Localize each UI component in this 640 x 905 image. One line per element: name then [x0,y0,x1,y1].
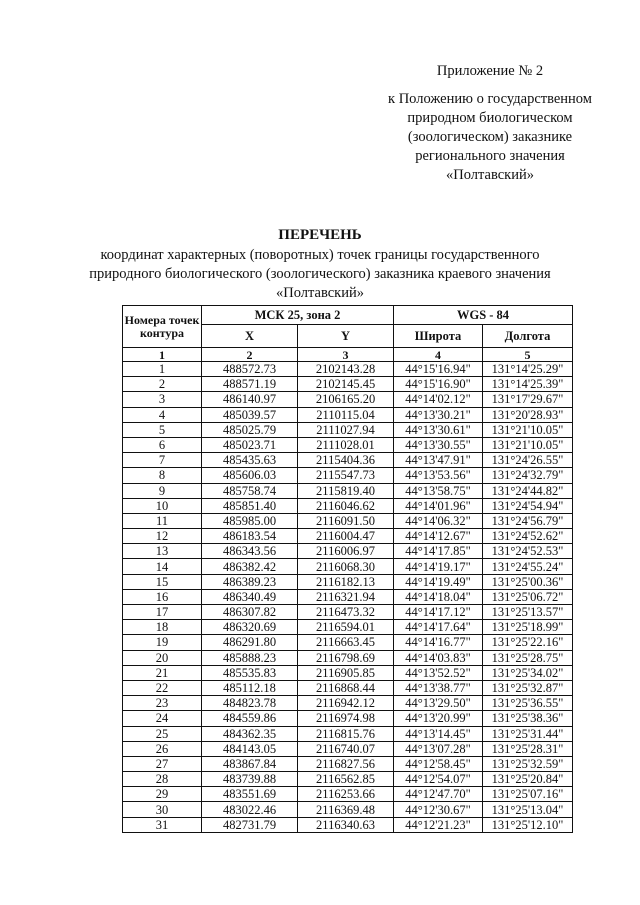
cell-point-number: 9 [123,483,202,498]
document-title: ПЕРЕЧЕНЬ [278,227,362,243]
column-index: 2 [202,348,298,362]
cell-x: 485025.79 [202,422,298,437]
cell-y: 2111027.94 [298,422,394,437]
cell-point-number: 3 [123,392,202,407]
cell-point-number: 28 [123,772,202,787]
header-wgs: WGS - 84 [394,306,573,325]
appendix-block [360,62,620,185]
cell-y: 2116942.12 [298,696,394,711]
cell-point-number: 30 [123,802,202,817]
cell-point-number: 5 [123,422,202,437]
cell-point-number: 10 [123,498,202,513]
cell-longitude: 131°25'18.99" [483,620,573,635]
cell-y: 2116905.85 [298,665,394,680]
table-row [123,513,573,528]
cell-longitude: 131°25'36.55" [483,696,573,711]
cell-point-number: 7 [123,453,202,468]
cell-point-number: 23 [123,696,202,711]
cell-point-number: 17 [123,605,202,620]
cell-latitude: 44°14'19.49" [394,574,483,589]
cell-point-number: 1 [123,362,202,377]
cell-longitude: 131°25'28.75" [483,650,573,665]
cell-y: 2116663.45 [298,635,394,650]
cell-latitude: 44°12'47.70" [394,787,483,802]
cell-y: 2116182.13 [298,574,394,589]
header-longitude: Долгота [483,325,573,348]
cell-x: 486382.42 [202,559,298,574]
cell-latitude: 44°15'16.94" [394,362,483,377]
cell-longitude: 131°24'44.82" [483,483,573,498]
cell-latitude: 44°13'20.99" [394,711,483,726]
cell-longitude: 131°25'20.84" [483,772,573,787]
cell-longitude: 131°25'38.36" [483,711,573,726]
cell-x: 483022.46 [202,802,298,817]
cell-latitude: 44°12'30.67" [394,802,483,817]
cell-y: 2116006.97 [298,544,394,559]
cell-latitude: 44°13'29.50" [394,696,483,711]
cell-x: 484823.78 [202,696,298,711]
header-point-number: Номера точек контура [123,306,202,348]
cell-point-number: 27 [123,756,202,771]
cell-y: 2110115.04 [298,407,394,422]
cell-point-number: 12 [123,529,202,544]
cell-point-number: 26 [123,741,202,756]
cell-y: 2116321.94 [298,589,394,604]
table-row [123,620,573,635]
table-row [123,392,573,407]
cell-point-number: 16 [123,589,202,604]
cell-x: 486320.69 [202,620,298,635]
cell-x: 485888.23 [202,650,298,665]
cell-latitude: 44°14'17.12" [394,605,483,620]
cell-point-number: 4 [123,407,202,422]
table-row [123,407,573,422]
cell-longitude: 131°25'07.16" [483,787,573,802]
cell-y: 2116562.85 [298,772,394,787]
table-row [123,483,573,498]
appendix-line: природном биологическом [407,110,573,126]
document-heading [60,226,580,303]
cell-point-number: 15 [123,574,202,589]
cell-y: 2116798.69 [298,650,394,665]
header-msk: МСК 25, зона 2 [202,306,394,325]
cell-point-number: 31 [123,817,202,832]
cell-x: 486340.49 [202,589,298,604]
cell-longitude: 131°24'52.53" [483,544,573,559]
cell-latitude: 44°12'54.07" [394,772,483,787]
table-row [123,498,573,513]
cell-point-number: 29 [123,787,202,802]
cell-latitude: 44°13'47.91" [394,453,483,468]
cell-latitude: 44°14'03.83" [394,650,483,665]
cell-x: 485023.71 [202,437,298,452]
table-row [123,437,573,452]
table-body [123,362,573,833]
table-row [123,696,573,711]
table-row [123,665,573,680]
table-row [123,787,573,802]
cell-x: 488572.73 [202,362,298,377]
cell-x: 486291.80 [202,635,298,650]
cell-longitude: 131°17'29.67" [483,392,573,407]
cell-y: 2111028.01 [298,437,394,452]
column-index: 3 [298,348,394,362]
table-row [123,772,573,787]
cell-longitude: 131°25'28.31" [483,741,573,756]
cell-longitude: 131°21'10.05" [483,422,573,437]
cell-y: 2102145.45 [298,377,394,392]
header-latitude: Широта [394,325,483,348]
cell-point-number: 25 [123,726,202,741]
cell-latitude: 44°13'30.21" [394,407,483,422]
cell-x: 483739.88 [202,772,298,787]
appendix-line: (зоологическом) заказнике [407,129,573,145]
cell-longitude: 131°20'28.93" [483,407,573,422]
cell-y: 2102143.28 [298,362,394,377]
cell-longitude: 131°24'54.94" [483,498,573,513]
cell-x: 485851.40 [202,498,298,513]
cell-longitude: 131°14'25.39" [483,377,573,392]
cell-y: 2115547.73 [298,468,394,483]
cell-longitude: 131°25'32.87" [483,680,573,695]
cell-y: 2116068.30 [298,559,394,574]
cell-latitude: 44°14'16.77" [394,635,483,650]
cell-point-number: 6 [123,437,202,452]
cell-latitude: 44°14'18.04" [394,589,483,604]
cell-y: 2116253.66 [298,787,394,802]
cell-latitude: 44°15'16.90" [394,377,483,392]
cell-y: 2115819.40 [298,483,394,498]
cell-x: 486307.82 [202,605,298,620]
table-row [123,453,573,468]
appendix-title: Приложение № 2 [436,63,544,79]
cell-latitude: 44°12'58.45" [394,756,483,771]
cell-longitude: 131°24'26.55" [483,453,573,468]
table-row [123,650,573,665]
cell-longitude: 131°25'12.10" [483,817,573,832]
cell-x: 485535.83 [202,665,298,680]
cell-y: 2116594.01 [298,620,394,635]
cell-point-number: 13 [123,544,202,559]
cell-longitude: 131°21'10.05" [483,437,573,452]
cell-y: 2116974.98 [298,711,394,726]
cell-latitude: 44°13'30.55" [394,437,483,452]
cell-latitude: 44°13'52.52" [394,665,483,680]
table-row [123,529,573,544]
cell-y: 2116004.47 [298,529,394,544]
table-row [123,589,573,604]
cell-latitude: 44°13'07.28" [394,741,483,756]
header-x: X [202,325,298,348]
cell-longitude: 131°25'06.72" [483,589,573,604]
cell-x: 484143.05 [202,741,298,756]
cell-latitude: 44°14'12.67" [394,529,483,544]
heading-line: координат характерных (поворотных) точек границы государственного [100,247,540,263]
column-index: 4 [394,348,483,362]
table-row [123,377,573,392]
heading-line: «Полтавский» [276,285,364,301]
cell-x: 485985.00 [202,513,298,528]
cell-y: 2115404.36 [298,453,394,468]
cell-x: 486140.97 [202,392,298,407]
cell-latitude: 44°13'58.75" [394,483,483,498]
cell-x: 486183.54 [202,529,298,544]
cell-x: 483867.84 [202,756,298,771]
cell-latitude: 44°13'14.45" [394,726,483,741]
cell-latitude: 44°14'17.64" [394,620,483,635]
cell-longitude: 131°25'34.02" [483,665,573,680]
cell-latitude: 44°14'02.12" [394,392,483,407]
table-row [123,711,573,726]
table-row [123,817,573,832]
cell-point-number: 22 [123,680,202,695]
cell-point-number: 19 [123,635,202,650]
table-row [123,635,573,650]
table-row [123,574,573,589]
cell-point-number: 21 [123,665,202,680]
cell-x: 483551.69 [202,787,298,802]
cell-x: 486343.56 [202,544,298,559]
cell-point-number: 14 [123,559,202,574]
cell-latitude: 44°14'06.32" [394,513,483,528]
cell-latitude: 44°14'01.96" [394,498,483,513]
cell-y: 2116046.62 [298,498,394,513]
cell-point-number: 20 [123,650,202,665]
header-y: Y [298,325,394,348]
column-index: 5 [483,348,573,362]
cell-longitude: 131°25'13.57" [483,605,573,620]
cell-longitude: 131°24'52.62" [483,529,573,544]
table-row [123,726,573,741]
cell-point-number: 11 [123,513,202,528]
cell-longitude: 131°25'13.04" [483,802,573,817]
cell-x: 485039.57 [202,407,298,422]
table-row [123,559,573,574]
cell-x: 485435.63 [202,453,298,468]
cell-latitude: 44°13'38.77" [394,680,483,695]
cell-longitude: 131°14'25.29" [483,362,573,377]
table-row [123,605,573,620]
cell-x: 486389.23 [202,574,298,589]
table-row [123,802,573,817]
cell-point-number: 8 [123,468,202,483]
appendix-line: регионального значения [415,148,565,164]
cell-x: 482731.79 [202,817,298,832]
cell-longitude: 131°25'00.36" [483,574,573,589]
table-row [123,680,573,695]
cell-point-number: 2 [123,377,202,392]
cell-x: 485758.74 [202,483,298,498]
table-row [123,422,573,437]
heading-line: природного биологического (зоологического) заказника краевого значения [89,266,551,282]
column-index: 1 [123,348,202,362]
cell-latitude: 44°13'53.56" [394,468,483,483]
cell-latitude: 44°13'30.61" [394,422,483,437]
cell-longitude: 131°24'56.79" [483,513,573,528]
appendix-line: «Полтавский» [446,167,534,183]
cell-y: 2116815.76 [298,726,394,741]
cell-longitude: 131°25'32.59" [483,756,573,771]
table-row [123,741,573,756]
cell-y: 2116340.63 [298,817,394,832]
cell-y: 2106165.20 [298,392,394,407]
cell-latitude: 44°14'19.17" [394,559,483,574]
cell-x: 485112.18 [202,680,298,695]
cell-x: 488571.19 [202,377,298,392]
cell-y: 2116868.44 [298,680,394,695]
cell-longitude: 131°25'22.16" [483,635,573,650]
cell-y: 2116369.48 [298,802,394,817]
cell-y: 2116740.07 [298,741,394,756]
cell-point-number: 24 [123,711,202,726]
cell-y: 2116473.32 [298,605,394,620]
cell-latitude: 44°12'21.23" [394,817,483,832]
cell-longitude: 131°24'32.79" [483,468,573,483]
cell-y: 2116091.50 [298,513,394,528]
cell-latitude: 44°14'17.85" [394,544,483,559]
cell-x: 484362.35 [202,726,298,741]
coordinates-table [122,305,573,833]
cell-x: 485606.03 [202,468,298,483]
table-row [123,544,573,559]
cell-y: 2116827.56 [298,756,394,771]
cell-longitude: 131°25'31.44" [483,726,573,741]
table-row [123,362,573,377]
cell-longitude: 131°24'55.24" [483,559,573,574]
cell-point-number: 18 [123,620,202,635]
cell-x: 484559.86 [202,711,298,726]
appendix-line: к Положению о государственном [388,91,592,107]
table-row [123,756,573,771]
table-row [123,468,573,483]
